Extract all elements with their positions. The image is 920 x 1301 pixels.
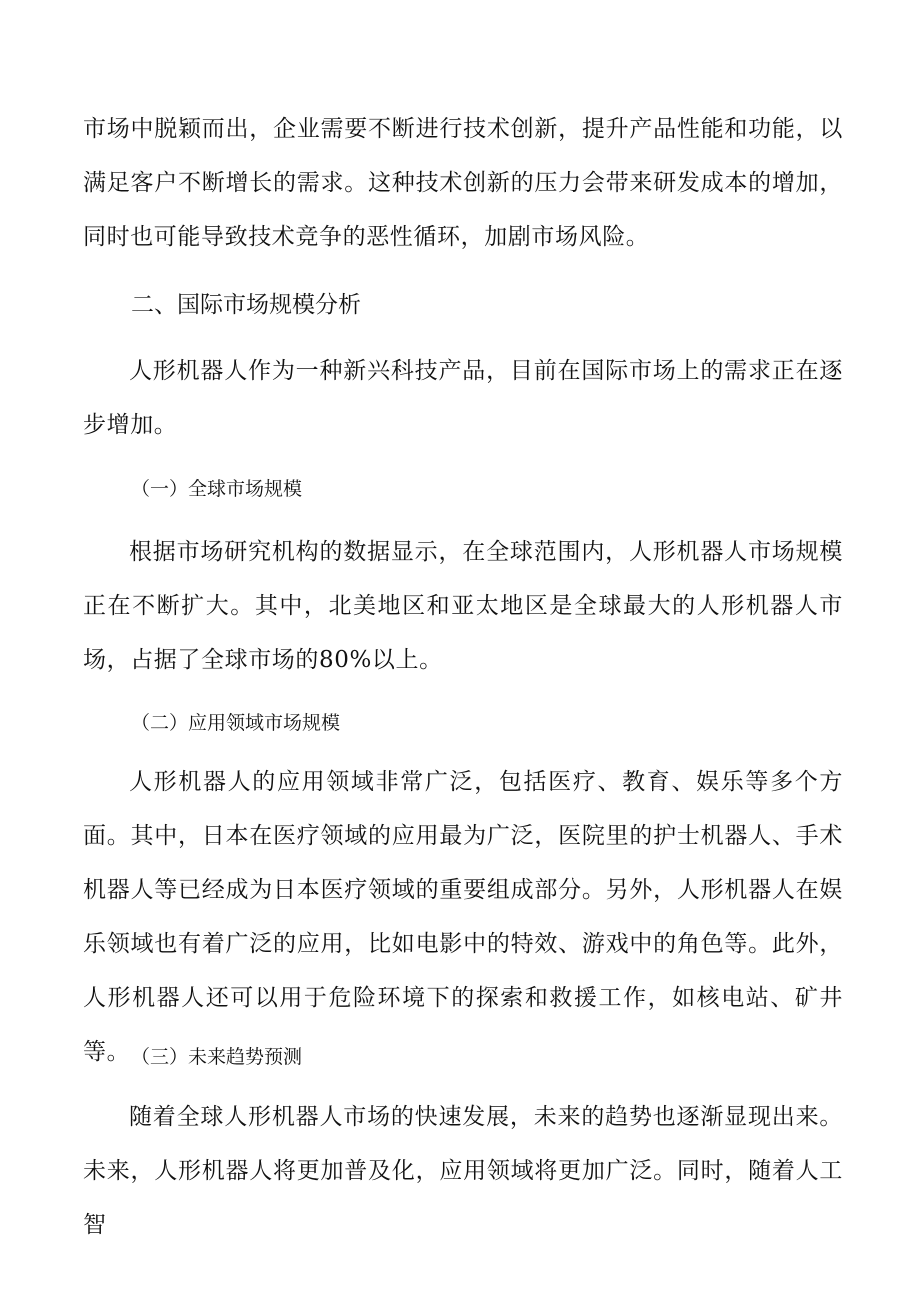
paragraph-intro-continuation: 市场中脱颖而出，企业需要不断进行技术创新，提升产品性能和功能，以满足客户不断增长的需求。这种技术创新的压力会带来研发成本的增加，同时也可能导致技术竞争的恶性循环，加剧市场风险。 xyxy=(83,116,843,250)
subheading-future-trends: （三）未来趋势预测 xyxy=(131,1046,303,1068)
subheading-application-market: （二）应用领域市场规模 xyxy=(131,712,341,734)
paragraph-section-intro: 人形机器人作为一种新兴科技产品，目前在国际市场上的需求正在逐步增加。 xyxy=(83,358,843,438)
subheading-global-market: （一）全球市场规模 xyxy=(131,478,303,500)
paragraph-future-trends: 随着全球人形机器人市场的快速发展，未来的趋势也逐渐显现出来。未来，人形机器人将更加普及化，应用领域将更加广泛。同时，随着人工智 xyxy=(83,1104,843,1238)
paragraph-application-market: 人形机器人的应用领域非常广泛，包括医疗、教育、娱乐等多个方面。其中，日本在医疗领域的应用最为广泛，医院里的护士机器人、手术机器人等已经成为日本医疗领域的重要组成部分。另外，人形机器人在娱乐领域也有着广泛的应用，比如电影中的特效、游戏中的角色等。此外，人形机器人还可以用于危险环境下的探索和救援工作，如核电站、矿井等。 xyxy=(83,769,843,1065)
section-heading: 二、国际市场规模分析 xyxy=(131,292,361,318)
paragraph-global-market: 根据市场研究机构的数据显示，在全球范围内，人形机器人市场规模正在不断扩大。其中，北美地区和亚太地区是全球最大的人形机器人市场，占据了全球市场的80%以上。 xyxy=(83,539,843,673)
